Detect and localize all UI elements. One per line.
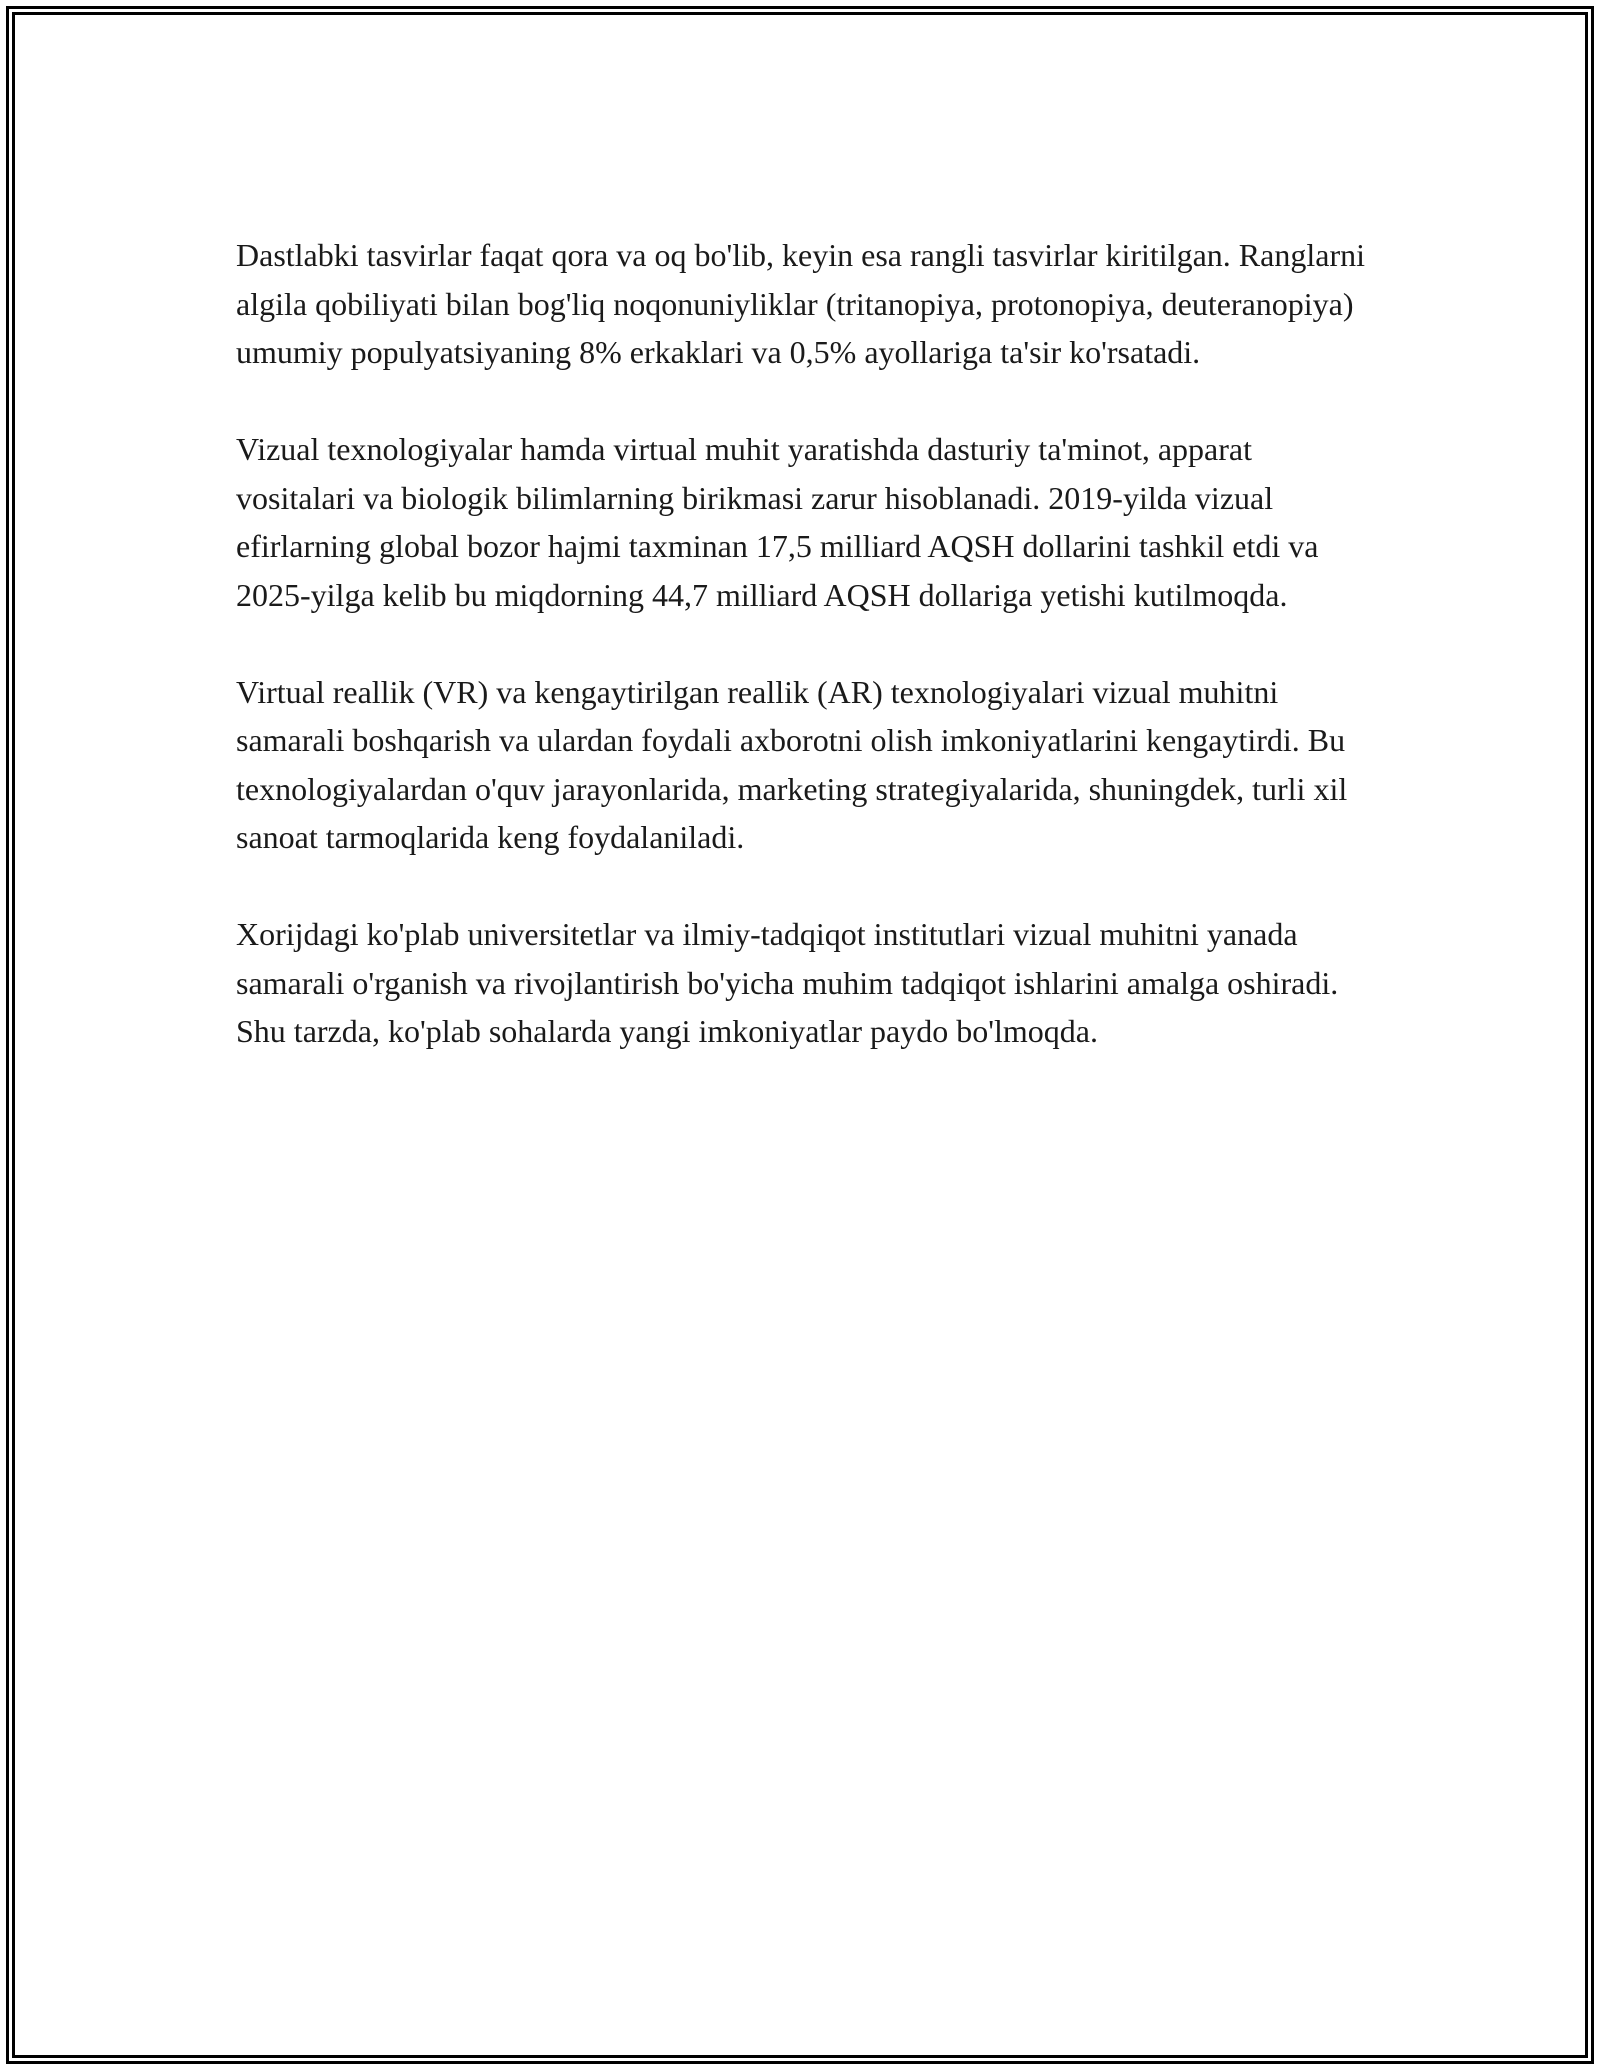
paragraph-research: Xorijdagi ko'plab universitetlar va ilmiy-tadqiqot institutlari vizual muhitni yanada samarali o'rganish va rivojlantirish bo'yicha muhim tadqiqot ishlarini amalga oshiradi. Shu tarzda, ko'plab sohalarda yangi imkoniyatlar paydo bo'lmoqda. <box>236 916 1339 1049</box>
document-body <box>236 231 1376 1104</box>
paragraph-visual-market: Vizual texnologiyalar hamda virtual muhit yaratishda dasturiy ta'minot, apparat vositalari va biologik bilimlarning birikmasi zarur hisoblanadi. 2019-yilda vizual efirlarning global bozor hajmi taxminan 17,5 milliard AQSH dollarini tashkil etdi va 2025-yilga kelib bu miqdorning 44,7 milliard AQSH dollariga yetishi kutilmoqda. <box>236 431 1319 613</box>
paragraph-vr-ar: Virtual reallik (VR) va kengaytirilgan reallik (AR) texnologiyalari vizual muhitni samarali boshqarish va ulardan foydali axborotni olish imkoniyatlarini kengaytirdi. Bu texnologiyalardan o'quv jarayonlarida, marketing strategiyalarida, shuningdek, turli xil sanoat tarmoqlarida keng foydalaniladi. <box>236 673 1348 855</box>
paragraph-color-vision: Dastlabki tasvirlar faqat qora va oq bo'lib, keyin esa rangli tasvirlar kiritilgan. Ranglarni algila qobiliyati bilan bog'liq noqonuniyliklar (tritanopiya, protonopiya, deuteranopiya) umumiy populyatsiyaning 8% erkaklari va 0,5% ayollariga ta'sir ko'rsatadi. <box>236 237 1365 370</box>
